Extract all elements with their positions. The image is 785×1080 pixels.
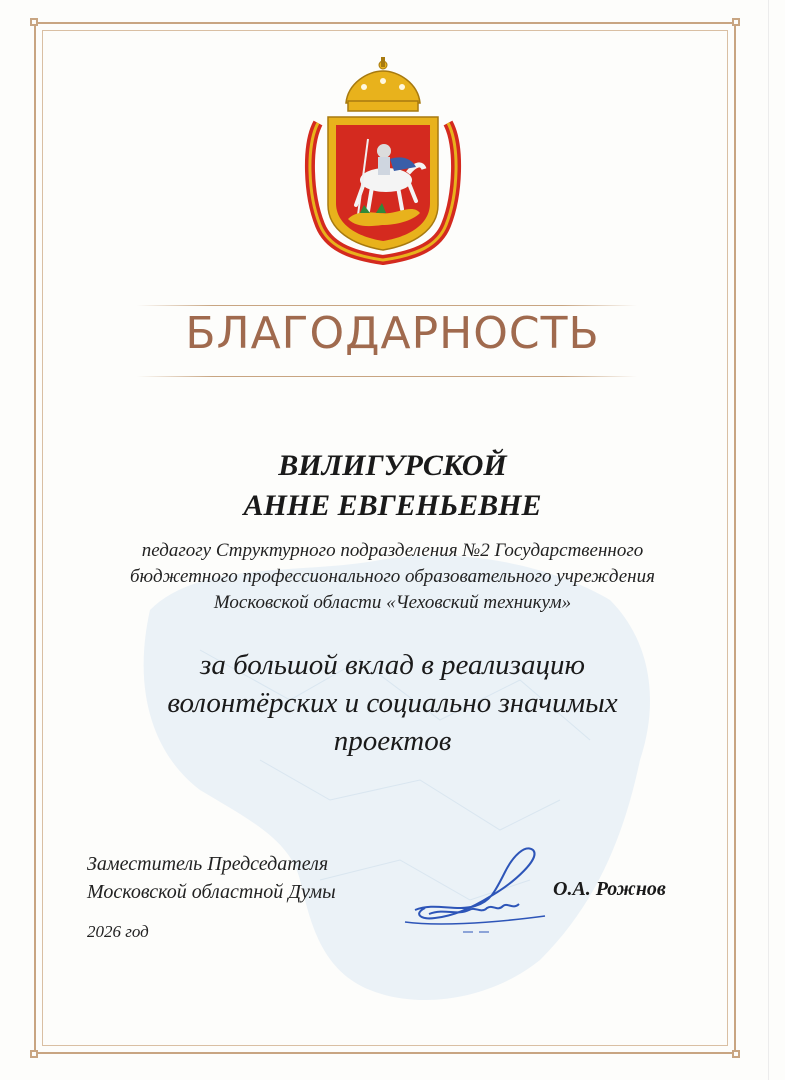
reason-line: за большой вклад в реализацию <box>200 649 585 681</box>
scan-edge <box>768 0 769 1080</box>
reason-line: проектов <box>333 725 452 757</box>
signer-title-line: Московской областной Думы <box>87 881 336 903</box>
frame-corner <box>732 1050 740 1058</box>
recipient-given-names: АННЕ ЕВГЕНЬЕВНЕ <box>243 489 542 522</box>
frame-corner <box>30 1050 38 1058</box>
recipient-name <box>60 446 725 526</box>
frame-corner <box>732 18 740 26</box>
title-rule-bottom <box>137 376 637 377</box>
position-line: Московской области «Чеховский техникум» <box>213 592 572 613</box>
signer-title <box>87 850 427 906</box>
award-reason <box>60 646 725 760</box>
signer-name: О.А. Рожнов <box>553 878 666 900</box>
recipient-surname: ВИЛИГУРСКОЙ <box>278 449 507 482</box>
document-year: 2026 год <box>87 922 149 941</box>
signature-icon <box>395 832 565 942</box>
position-line: бюджетного профессионального образовательного учреждения <box>130 566 655 587</box>
title-rule-top <box>137 305 637 306</box>
reason-line: волонтёрских и социально значимых <box>167 687 618 719</box>
signer-title-line: Заместитель Председателя <box>87 853 329 875</box>
coat-of-arms-icon <box>298 55 468 265</box>
document-title: БЛАГОДАРНОСТЬ <box>185 308 600 359</box>
frame-corner <box>30 18 38 26</box>
recipient-position <box>55 538 730 616</box>
position-line: педагогу Структурного подразделения №2 Государственного <box>141 540 644 561</box>
